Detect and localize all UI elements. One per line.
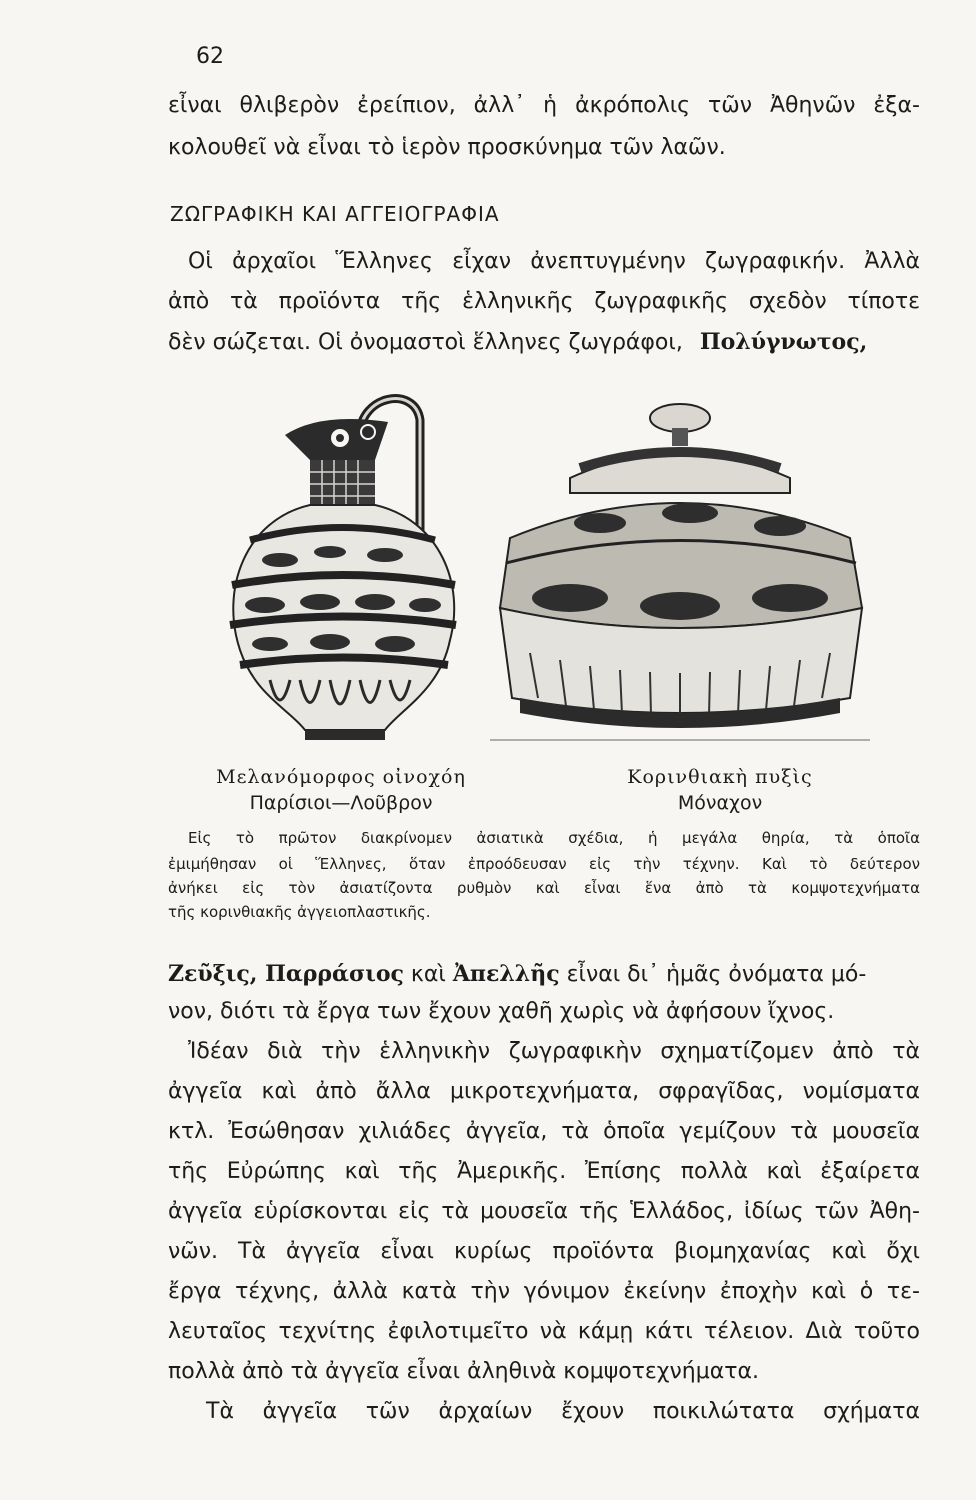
text-line: ἀγγεῖα καὶ ἀπὸ ἄλλα μικροτεχνήματα, σφραγῖδας, νομίσματα (168, 1079, 920, 1104)
caption-note-line: ἐμιμήθησαν οἱ Ἕλληνες, ὅταν ἐπροόδευσαν εἰς τὴν τέχνην. Καὶ τὸ δεύτερον (168, 855, 920, 873)
text-line: Τὰ ἀγγεῖα τῶν ἀρχαίων ἔχουν ποικιλώτατα σχήματα (206, 1399, 920, 1424)
text-line: ἀπὸ τὰ προϊόντα τῆς ἑλληνικῆς ζωγραφικῆς σχεδὸν τίποτε (168, 289, 920, 314)
text-line: Ἰδέαν διὰ τὴν ἑλληνικὴν ζωγραφικὴν σχηματίζομεν ἀπὸ τὰ (188, 1039, 920, 1064)
caption-note-line: Εἰς τὸ πρῶτον διακρίνομεν ἀσιατικὰ σχέδια, ἡ μεγάλα θηρία, τὰ ὁποῖα (188, 829, 920, 847)
text-line: τῆς Εὐρώπης καὶ τῆς Ἀμερικῆς. Ἐπίσης πολλὰ καὶ ἐξαίρετα (168, 1159, 920, 1184)
text-line: ἀγγεῖα εὑρίσκονται εἰς τὰ μουσεῖα τῆς Ἑλλάδος, ἰδίως τῶν Ἀθη- (168, 1199, 920, 1224)
figure-1-title: Μελανόμορφος οἰνοχόη (216, 766, 466, 788)
text-line: εἶναι θλιβερὸν ἐρείπιον, ἀλλ᾽ ἡ ἀκρόπολις τῶν Ἀθηνῶν ἐξα- (168, 93, 920, 118)
page-number: 62 (196, 44, 224, 69)
oinochoe-illustration (210, 380, 480, 750)
text-line: νον, διότι τὰ ἔργα των ἔχουν χαθῆ χωρὶς νὰ ἀφήσουν ἴχνος. (168, 999, 835, 1024)
text-span: δὲν σώζεται. Οἱ ὀνομαστοὶ ἕλληνες ζωγράφοι, (168, 330, 683, 355)
text-span: εἶναι δι᾽ ἡμᾶς ὀνόματα μό- (559, 962, 867, 987)
text-line: Οἱ ἀρχαῖοι Ἕλληνες εἶχαν ἀνεπτυγμένην ζωγραφικήν. Ἀλλὰ (188, 249, 920, 274)
caption-note-line: τῆς κορινθιακῆς ἀγγειοπλαστικῆς. (168, 903, 431, 921)
figure-2-title: Κορινθιακὴ πυξὶς (627, 766, 813, 788)
text-line: κτλ. Ἐσώθησαν χιλιάδες ἀγγεῖα, τὰ ὁποῖα γεμίζουν τὰ μουσεῖα (168, 1119, 920, 1144)
figure-2-subtitle: Μόναχον (677, 792, 763, 814)
text-line: νῶν. Τὰ ἀγγεῖα εἶναι κυρίως προϊόντα βιομηχανίας καὶ ὄχι (168, 1239, 920, 1264)
figure-1-subtitle: Παρίσιοι—Λοῦβρον (249, 792, 433, 814)
painter-names: Ζεῦξις, Παρράσιος (168, 961, 404, 987)
section-title: ΖΩΓΡΑΦΙΚΗ ΚΑΙ ΑΓΓΕΙΟΓΡΑΦΙΑ (170, 202, 500, 226)
text-line: ἔργα τέχνης, ἀλλὰ κατὰ τὴν γόνιμον ἐκείνην ἐποχὴν καὶ ὁ τε- (168, 1279, 920, 1304)
text-line: λευταῖος τεχνίτης ἐφιλοτιμεῖτο νὰ κάμῃ κάτι τέλειον. Διὰ τοῦτο (168, 1319, 920, 1344)
text-line (168, 956, 920, 993)
text-span: καὶ (403, 962, 453, 987)
text-line (168, 324, 920, 361)
text-line: πολλὰ ἀπὸ τὰ ἀγγεῖα εἶναι ἀληθινὰ κομψοτεχνήματα. (168, 1359, 759, 1384)
text-line: κολουθεῖ νὰ εἶναι τὸ ἱερὸν προσκύνημα τῶν λαῶν. (168, 135, 726, 160)
painter-name: Πολύγνωτος, (699, 329, 868, 355)
painter-name: Ἀπελλῆς (452, 961, 560, 987)
caption-note-line: ἀνήκει εἰς τὸν ἀσιατίζοντα ρυθμὸν καὶ εἶναι ἕνα ἀπὸ τὰ κομψοτεχνήματα (168, 879, 920, 897)
pyxis-illustration (490, 398, 870, 748)
